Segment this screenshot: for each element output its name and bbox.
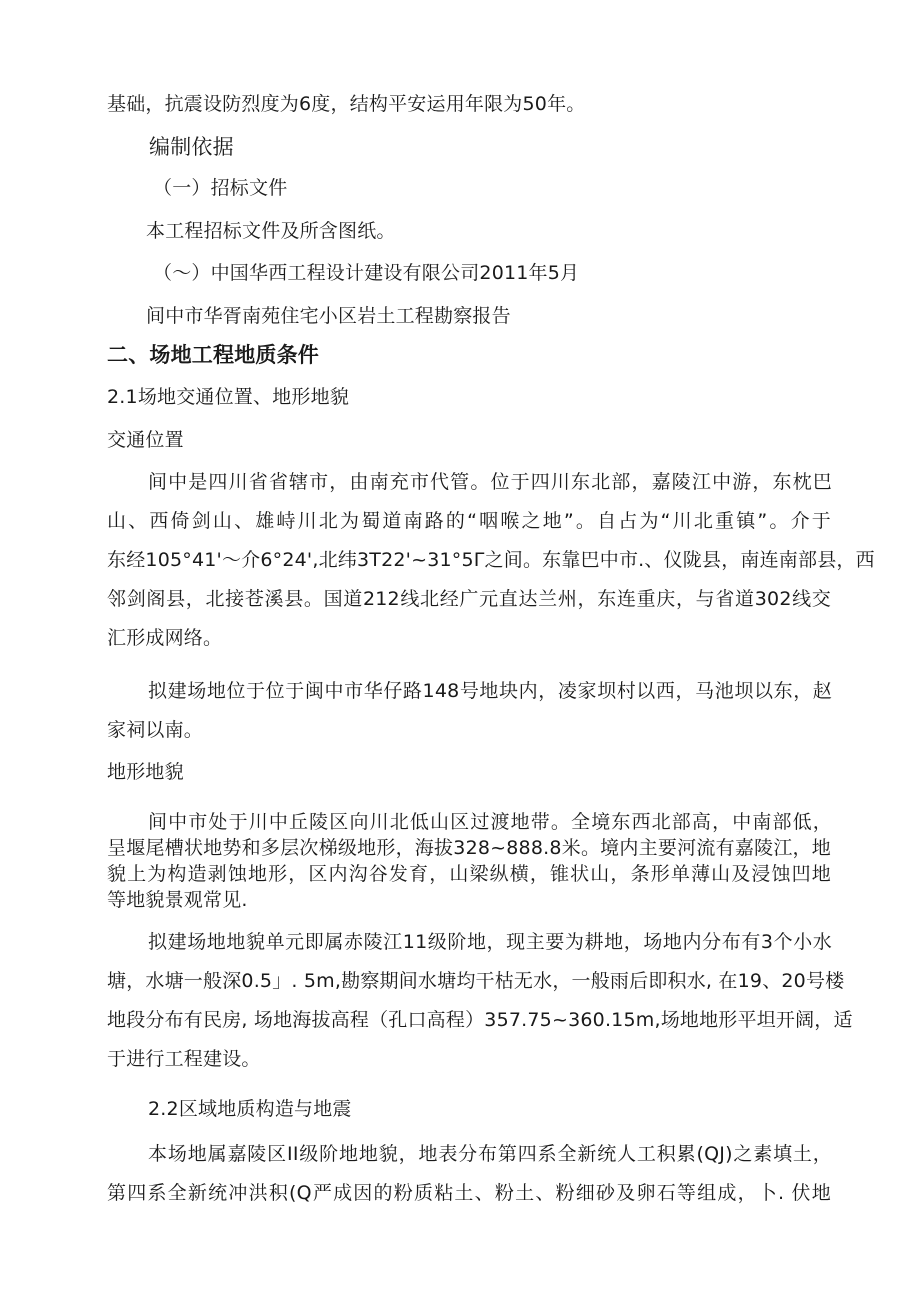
paragraph-line: 东经105°41'〜介6°24',北纬3T22'~31°5Γ之间。东靠巴中市.、仪陇县，南连南部县，西	[107, 549, 875, 571]
paragraph-line: 拟建场地位于位于闽中市华仔路148号地块内，凌家坝村以西，马池坝以东，赵	[148, 680, 832, 702]
paragraph-line: 邻剑阁县，北接苍溪县。国道212线北经广元直达兰州，东连重庆，与省道302线交	[107, 588, 831, 610]
subheading-traffic-location: 交通位置	[107, 429, 184, 451]
subheading-design-company: （〜）中国华西工程设计建设有限公司2011年5月	[153, 262, 580, 284]
paragraph-line: 貌上为构造剥蚀地形，区内沟谷发育，山梁纵横，锥状山，条形单薄山及浸蚀凹地	[107, 863, 831, 885]
paragraph-line: 汇形成网络。	[107, 627, 223, 649]
paragraph-line: 地段分布有民房, 场地海拔高程（孔口高程）357.75~360.15m,场地地形平坦开阔，适	[107, 1009, 853, 1031]
section-heading-site-geology: 二、场地工程地质条件	[107, 343, 319, 367]
paragraph-line: 山、西倚剑山、雄峙川北为蜀道南路的“咽喉之地”。自占为“川北重镇”。介于	[107, 510, 831, 532]
subheading-landform: 地形地貌	[107, 761, 184, 783]
text-line-foundation: 基础，抗震设防烈度为6度，结构平安运用年限为50年。	[107, 93, 586, 115]
paragraph-line: 拟建场地地貌单元即属赤陵江11级阶地，现主要为耕地，场地内分布有3个小水	[148, 931, 832, 953]
paragraph-line: 间中是四川省省辖市，由南充市代管。位于四川东北部，嘉陵江中游，东枕巴	[148, 471, 832, 493]
paragraph-line: 于进行工程建设。	[107, 1048, 261, 1070]
text-line-tender-docs: 本工程招标文件及所含图纸。	[146, 220, 396, 242]
paragraph-line: 本场地属嘉陵区II级阶地地貌，地表分布第四系全新统人工积累(QJ)之素填土，	[148, 1143, 832, 1165]
subheading-tender-docs: （一）招标文件	[153, 177, 288, 199]
paragraph-line: 塘，水塘一般深0.5」. 5m,勘察期间水塘均干枯无水，一般雨后即积水, 在19、20号楼	[107, 970, 845, 992]
paragraph-line: 间中市处于川中丘陵区向川北低山区过渡地带。全境东西北部高，中南部低，	[148, 811, 832, 833]
paragraph-line: 第四系全新统冲洪积(Q严成因的粉质粘土、粉土、粉细砂及卵石等组成，卜. 伏地	[107, 1182, 831, 1204]
text-line-survey-report: 间中市华胥南苑住宅小区岩土工程勘察报告	[146, 305, 511, 327]
paragraph-line: 呈堰尾槽状地势和多层次梯级地形，海拔328~888.8米。境内主要河流有嘉陵江，地	[107, 837, 831, 859]
subsection-heading-2-2: 2.2区域地质构造与地震	[148, 1098, 352, 1120]
subsection-heading-2-1: 2.1场地交通位置、地形地貌	[107, 386, 350, 408]
paragraph-line: 家祠以南。	[107, 719, 204, 741]
paragraph-line: 等地貌景观常见.	[107, 889, 248, 911]
heading-basis: 编制依据	[149, 135, 234, 159]
